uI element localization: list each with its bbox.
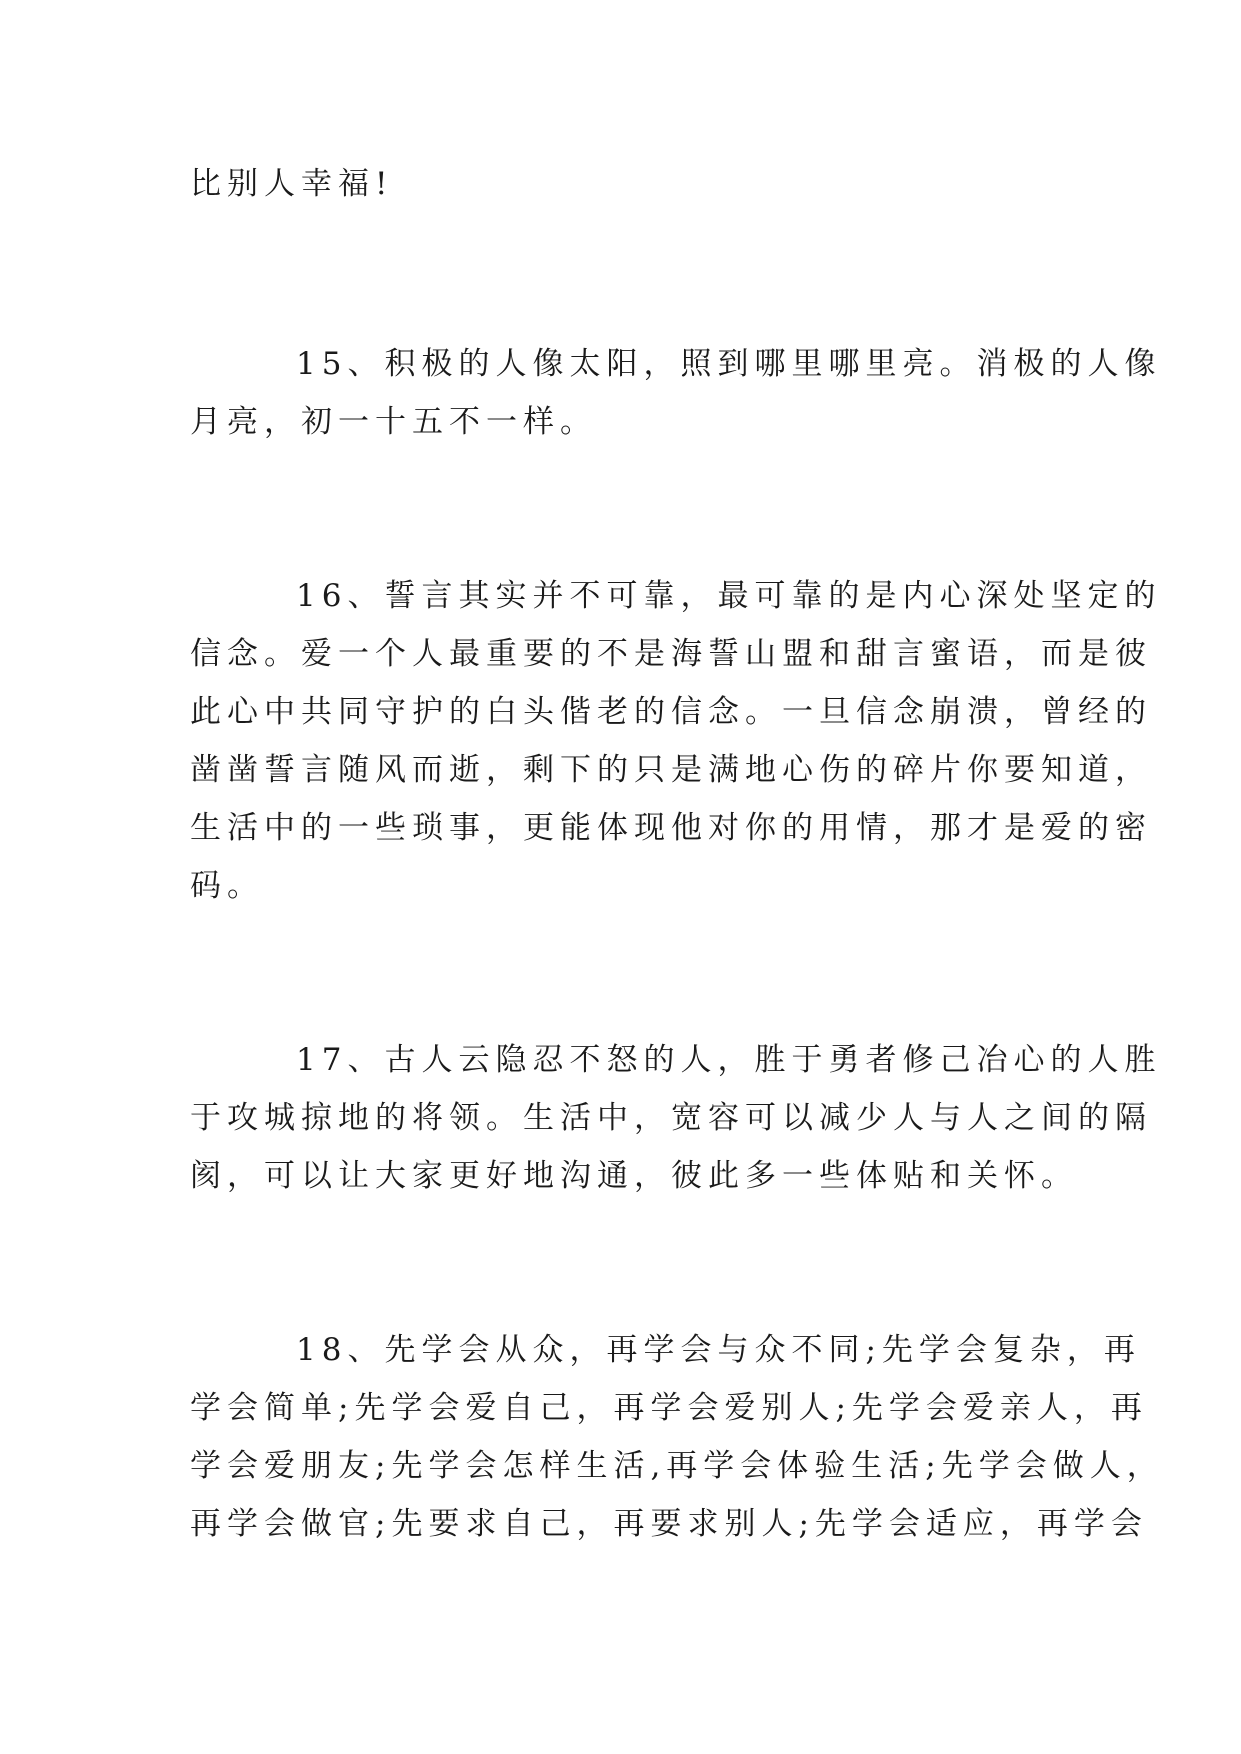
paragraph-16-line-4: 凿凿誓言随风而逝，剩下的只是满地心伤的碎片你要知道，: [190, 752, 1152, 788]
paragraph-18-line-2: 学会简单;先学会爱自己，再学会爱别人;先学会爱亲人，再: [190, 1390, 1148, 1426]
paragraph-18-line-1: 18、先学会从众，再学会与众不同;先学会复杂，再: [296, 1332, 1141, 1368]
paragraph-14-line-1: 比别人幸福!: [190, 166, 394, 202]
paragraph-15-line-1: 15、积极的人像太阳，照到哪里哪里亮。消极的人像: [296, 346, 1162, 382]
paragraph-17-line-2: 于攻城掠地的将领。生活中，宽容可以减少人与人之间的隔: [190, 1100, 1152, 1136]
paragraph-17-line-1: 17、古人云隐忍不怒的人，胜于勇者修己冶心的人胜: [296, 1042, 1162, 1078]
paragraph-16-line-5: 生活中的一些琐事，更能体现他对你的用情，那才是爱的密: [190, 810, 1152, 846]
paragraph-16-line-6: 码。: [190, 868, 264, 904]
paragraph-16-line-2: 信念。爱一个人最重要的不是海誓山盟和甜言蜜语，而是彼: [190, 636, 1152, 672]
paragraph-17-line-3: 阂，可以让大家更好地沟通，彼此多一些体贴和关怀。: [190, 1158, 1078, 1194]
paragraph-18-line-3: 学会爱朋友;先学会怎样生活,再学会体验生活;先学会做人，: [190, 1448, 1164, 1484]
paragraph-16-line-1: 16、誓言其实并不可靠，最可靠的是内心深处坚定的: [296, 578, 1162, 614]
paragraph-16-line-3: 此心中共同守护的白头偕老的信念。一旦信念崩溃，曾经的: [190, 694, 1152, 730]
paragraph-15-line-2: 月亮，初一十五不一样。: [190, 404, 597, 440]
paragraph-18-line-4: 再学会做官;先要求自己，再要求别人;先学会适应，再学会: [190, 1506, 1148, 1542]
